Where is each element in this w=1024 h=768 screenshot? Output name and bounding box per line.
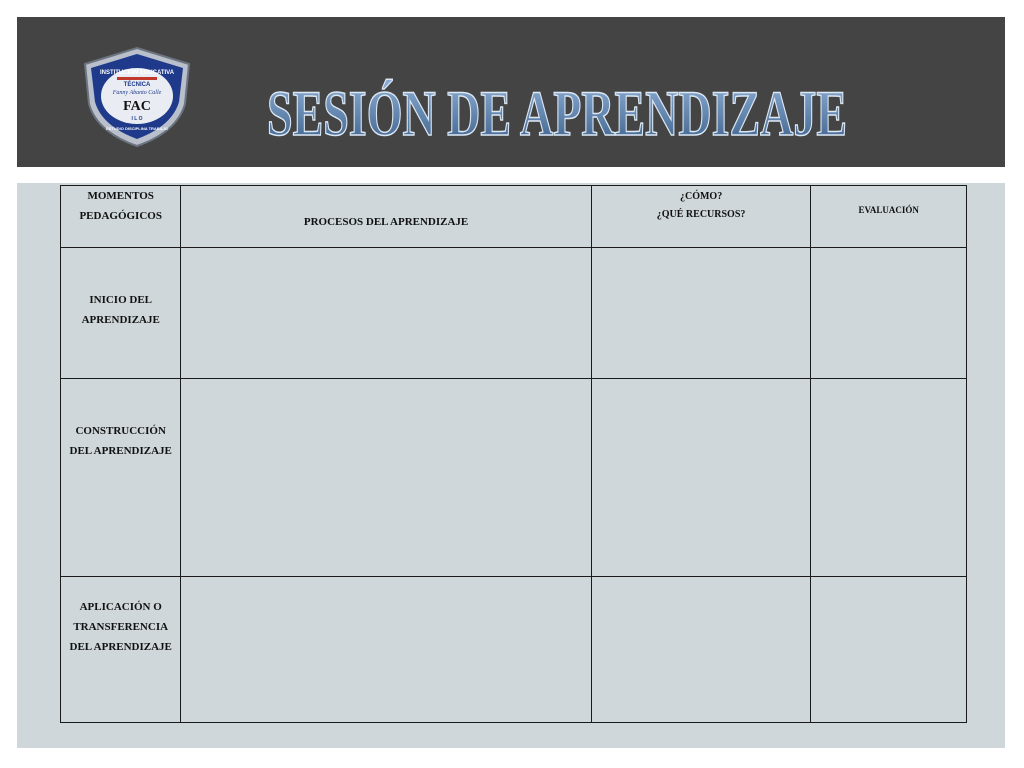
logo-monogram: FAC <box>123 99 151 114</box>
cell-evaluation-aplicacion[interactable] <box>811 576 967 722</box>
table-row <box>61 379 967 576</box>
header-moments-line2: PEDAGÓGICOS <box>79 210 162 222</box>
row-label-inicio <box>61 248 181 379</box>
header-band <box>17 17 1005 167</box>
header-how <box>591 186 811 248</box>
cell-evaluation-inicio[interactable] <box>811 248 967 379</box>
header-how-line1: ¿CÓMO? <box>679 191 723 202</box>
table-header-row <box>61 186 967 248</box>
school-logo <box>77 44 197 149</box>
cell-processes-aplicacion[interactable] <box>181 576 591 722</box>
row-label-line: INICIO DEL <box>89 294 153 307</box>
page-title-text: SESIÓN DE APRENDIZAJE <box>267 77 848 150</box>
page-title <box>252 75 862 165</box>
header-processes: PROCESOS DEL APRENDIZAJE <box>181 186 591 248</box>
session-table <box>60 185 967 723</box>
row-label-line: TRANSFERENCIA <box>73 620 169 633</box>
content-band <box>17 183 1005 748</box>
cell-how-inicio[interactable] <box>591 248 811 379</box>
row-label-construccion <box>61 379 181 576</box>
logo-line1: TÉCNICA <box>123 82 151 88</box>
cell-how-construccion[interactable] <box>591 379 811 576</box>
logo-line3: I L O <box>131 116 143 122</box>
row-label-aplicacion <box>61 576 181 722</box>
cell-processes-construccion[interactable] <box>181 379 591 576</box>
row-label-line: DEL APRENDIZAJE <box>69 445 172 458</box>
table-row <box>61 248 967 379</box>
header-moments-line1: MOMENTOS <box>87 190 154 202</box>
header-moments <box>61 186 181 248</box>
logo-arc-top: INSTITUCIÓN EDUCATIVA <box>99 70 175 76</box>
header-evaluation: EVALUACIÓN <box>811 186 967 248</box>
row-label-line: APRENDIZAJE <box>81 314 160 327</box>
row-label-line: APLICACIÓN O <box>79 600 162 613</box>
logo-arc-bottom: ESTUDIO DISCIPLINA TRABAJO <box>106 126 168 131</box>
row-label-line: CONSTRUCCIÓN <box>75 425 166 438</box>
logo-line2: Fanny Abanto Calle <box>112 90 162 96</box>
row-label-line: DEL APRENDIZAJE <box>69 640 172 653</box>
table-row <box>61 576 967 722</box>
cell-evaluation-construccion[interactable] <box>811 379 967 576</box>
header-how-line2: ¿QUÉ RECURSOS? <box>656 209 746 220</box>
cell-processes-inicio[interactable] <box>181 248 591 379</box>
cell-how-aplicacion[interactable] <box>591 576 811 722</box>
